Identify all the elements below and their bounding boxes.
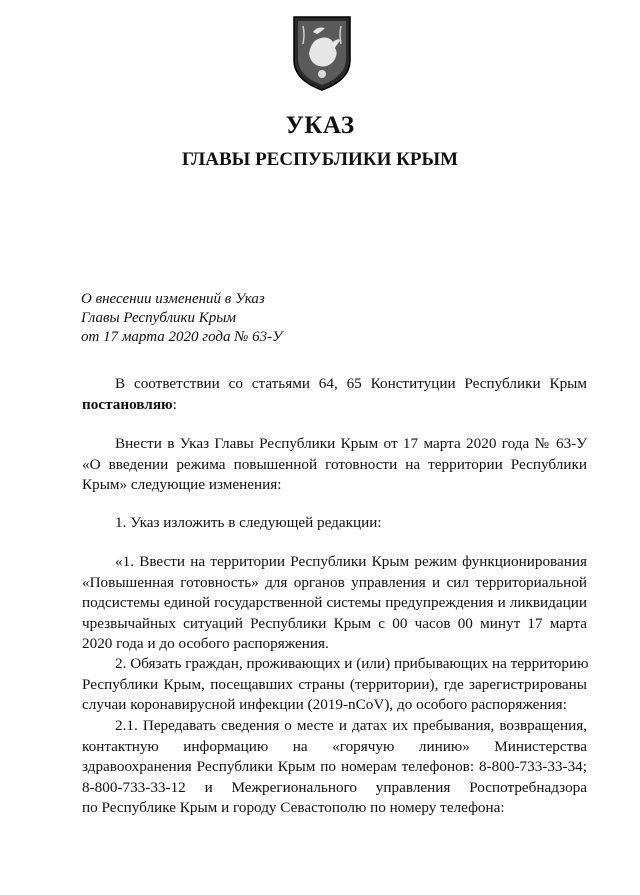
preamble-paragraph — [82, 374, 587, 415]
text-line: контактную информацию на «горячую линию» Министерства — [82, 737, 587, 755]
text-line: Крым» следующие изменения: — [82, 476, 282, 493]
text-line: случаи коронавирусной инфекции (2019-nCoV), до особого распоряжения: — [82, 696, 567, 713]
text-line: здравоохранения Республики Крым по номерам телефонов: 8-800-733-33-34; — [82, 758, 587, 775]
document-subtitle: ГЛАВЫ РЕСПУБЛИКИ КРЫМ — [181, 149, 459, 170]
decree-subject — [81, 290, 401, 347]
text-line: «Повышенная готовность» для органов управления и сил территориальной — [82, 573, 587, 591]
text-line: 2020 года и до особого распоряжения. — [82, 635, 329, 652]
text-line — [82, 395, 587, 416]
item-1-paragraph — [82, 513, 587, 534]
text-line: Республики Крым, посещавших страны (территории), где зарегистрированы — [82, 675, 587, 693]
crimea-coat-of-arms-icon — [291, 14, 353, 92]
subject-line: от 17 марта 2020 года № 63-У — [81, 329, 283, 345]
text-line: В соответствии со статьями 64, 65 Конституции Республики Крым — [115, 375, 587, 392]
text-fragment: : — [172, 395, 177, 413]
subject-line: Главы Республики Крым — [81, 310, 236, 326]
text-line: «1. Ввести на территории Республики Крым режим функционирования — [115, 553, 587, 570]
text-line: 8-800-733-33-12 и Межрегионального управления Роспотребнадзора — [82, 778, 587, 796]
subject-line: О внесении изменений в Указ — [81, 291, 265, 307]
intro-paragraph — [82, 434, 587, 496]
text-line: подсистемы единой государственной системы предупреждения и ликвидации — [82, 594, 587, 611]
decree-verb: постановляю — [82, 395, 173, 413]
text-line: «О введении режима повышенной готовности на территории Республики — [82, 455, 587, 473]
text-line: по Республике Крым и городу Севастополю по номеру телефона: — [82, 799, 505, 816]
document-title: УКАЗ — [285, 112, 355, 139]
text-line: 1. Указ изложить в следующей редакции: — [115, 514, 382, 531]
text-line: Внести в Указ Главы Республики Крым от 17 марта 2020 года № 63-У — [115, 435, 587, 452]
point-2-1-paragraph — [82, 716, 587, 819]
quoted-point-1 — [82, 552, 587, 655]
point-2-paragraph — [82, 654, 587, 716]
text-line: 2.1. Передавать сведения о месте и датах их пребывания, возвращения, — [115, 717, 587, 734]
text-line: 2. Обязать граждан, проживающих и (или) прибывающих на территорию — [115, 655, 589, 672]
text-line: чрезвычайных ситуаций Республики Крым с 00 часов 00 минут 17 марта — [82, 614, 587, 632]
